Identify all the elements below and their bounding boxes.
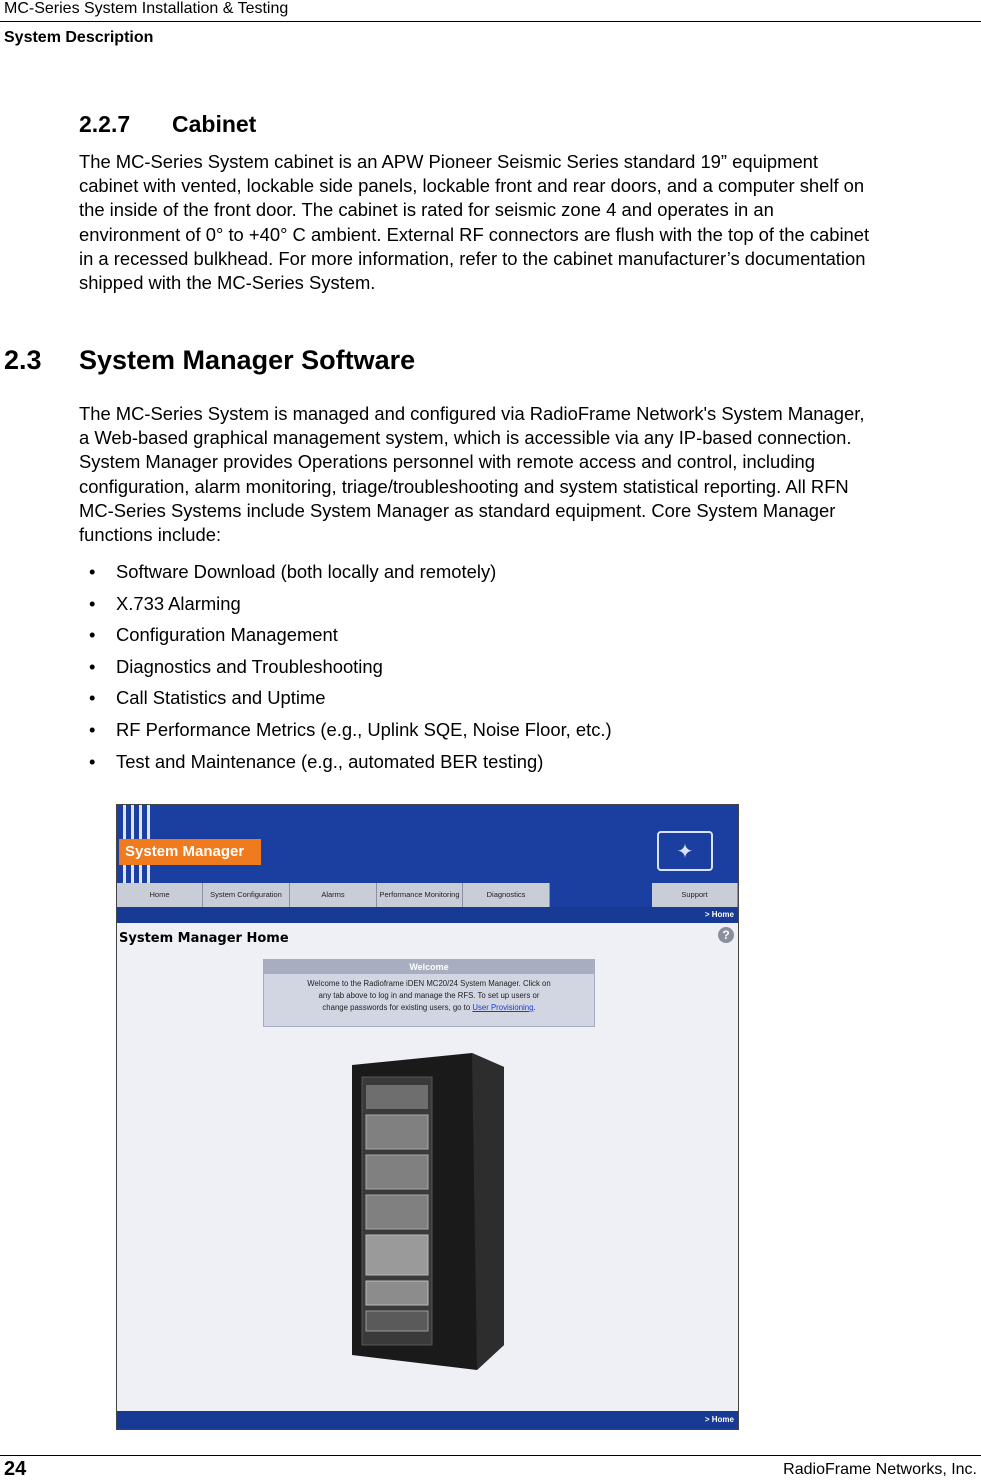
sm-footer-bar [117,1411,738,1429]
paragraph-line: configuration, alarm monitoring, triage/troubleshooting and system statistical reporting. All RFN [79,475,849,497]
section-2-2-7-number: 2.2.7 [79,111,131,137]
system-manager-screenshot [116,804,739,1430]
tab-support[interactable]: Support [652,883,738,907]
running-header-section: System Description [4,29,154,46]
system-manager-logo: System Manager [119,839,261,865]
page-number: 24 [4,1458,27,1480]
home-link[interactable]: > Home [704,910,734,919]
welcome-line: Welcome to the Radioframe iDEN MC20/24 System Manager. Click on [307,979,551,988]
bullet-icon: • [89,592,96,614]
section-2-3-title: System Manager Software [79,345,416,375]
sm-page-title: System Manager Home [119,931,289,946]
bullet-icon: • [89,561,96,582]
welcome-line-end: . [533,1003,536,1012]
paragraph-line: The MC-Series System is managed and configured via RadioFrame Network's System Manager, [79,403,865,424]
bullet-icon: • [89,718,96,740]
tab-diagnostics[interactable]: Diagnostics [463,883,550,907]
paragraph-line: shipped with the MC-Series System. [79,272,376,294]
paragraph-line: System Manager provides Operations personnel with remote access and control, including [79,451,816,473]
paragraph-line: a Web-based graphical management system, which is accessible via any IP-based connection. [79,427,852,449]
list-item-text: Call Statistics and Uptime [116,687,326,709]
equipment-cabinet-image [332,1045,512,1375]
bullet-icon: • [89,655,96,677]
list-item-text: Diagnostics and Troubleshooting [116,655,383,677]
welcome-body [267,978,591,1014]
section-2-2-7-title: Cabinet [172,111,257,137]
sm-tab-bar [117,883,738,907]
paragraph-line: The MC-Series System cabinet is an APW Pioneer Seismic Series standard 19” equipment [79,151,819,172]
paragraph-line: functions include: [79,524,222,546]
sm-subbar [117,907,738,923]
bullet-icon: • [89,687,96,709]
paragraph-line: the inside of the front door. The cabinet is rated for seismic zone 4 and operates in an [79,199,774,221]
header-rule [0,21,981,22]
welcome-line-text: change passwords for existing users, go to [322,1003,471,1012]
cabinet-paragraph [79,150,979,295]
section-2-3-number: 2.3 [4,345,42,375]
radioframe-emblem-icon: ✦ [657,831,713,871]
paragraph-line: cabinet with vented, lockable side panels, lockable front and rear doors, and a computer shelf on [79,175,865,197]
welcome-title: Welcome [264,960,594,974]
list-item-text: Software Download (both locally and remotely) [116,561,497,582]
list-item-text: X.733 Alarming [116,592,241,614]
tab-alarms[interactable]: Alarms [290,883,377,907]
system-manager-paragraph [79,402,979,547]
paragraph-line: in a recessed bulkhead. For more information, refer to the cabinet manufacturer’s documentation [79,247,866,269]
tab-system-configuration[interactable]: System Configuration [203,883,290,907]
bullet-icon: • [89,750,96,772]
list-item-text: Configuration Management [116,624,338,646]
welcome-line [267,1002,591,1014]
welcome-panel [263,959,595,1027]
help-icon[interactable]: ? [718,927,734,943]
footer-home-link[interactable]: > Home [704,1415,734,1424]
paragraph-line: environment of 0° to +40° C ambient. External RF connectors are flush with the top of the cabinet [79,223,870,245]
list-item-text: RF Performance Metrics (e.g., Uplink SQE, Noise Floor, etc.) [116,718,612,740]
user-provisioning-link[interactable]: User Provisioning [472,1003,534,1012]
list-item-text: Test and Maintenance (e.g., automated BER testing) [116,750,544,772]
tab-performance-monitoring[interactable]: Performance Monitoring [377,883,463,907]
footer-company: RadioFrame Networks, Inc. [783,1461,977,1478]
bullet-icon: • [89,624,96,646]
footer-rule [0,1455,981,1456]
sm-banner [117,805,738,883]
tab-home[interactable]: Home [117,883,203,907]
welcome-line: any tab above to log in and manage the RFS. To set up users or [318,991,540,1000]
paragraph-line: MC-Series Systems include System Manager as standard equipment. Core System Manager [79,499,836,521]
running-header-title: MC-Series System Installation & Testing [4,0,289,17]
